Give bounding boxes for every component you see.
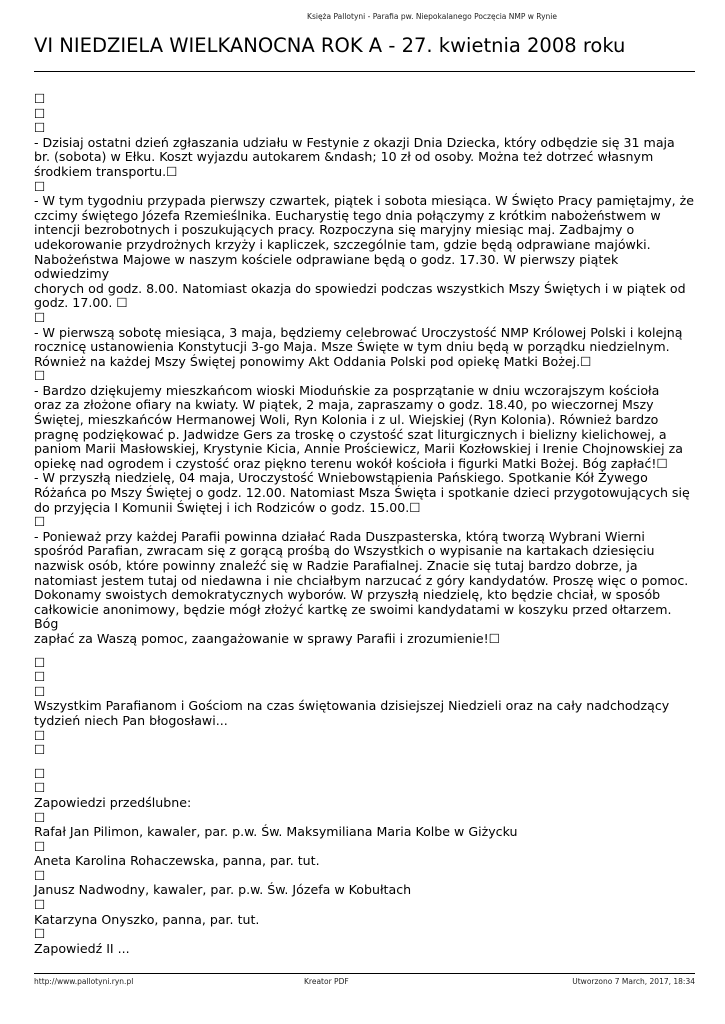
announcements-heading: Zapowiedzi przedślubne: [34, 794, 192, 810]
checkbox-glyph [34, 656, 696, 671]
checkbox-glyph [34, 92, 696, 107]
checkbox-glyph [34, 515, 696, 530]
checkbox-glyph [34, 743, 696, 758]
checkbox-glyph [34, 898, 696, 913]
announcement-entry: Janusz Nadwodny, kawaler, par. p.w. Św. Józefa w Kobułtach [34, 882, 412, 898]
checkbox-glyph [34, 685, 696, 700]
footer-created-date: Utworzono 7 March, 2017, 18:34 [572, 977, 695, 986]
footer-divider [34, 973, 695, 974]
announcement-paragraph: - Bardzo dziękujemy mieszkańcom wioski Mioduńskie za posprzątanie w dniu wczorajszym kościoła oraz za złożone ofiary na kwiaty. W piątek, 2 maja, zapraszamy o godz. 18.40, po wieczornej Mszy Świętej, mieszkańców Hermanowej Woli, Ryn Kolonia i z ul. Wiejskiej (Ryn Kolonia). Również bardzo pragnę podziękować p. Jadwidze Gers za troskę o czystość szat liturgicznych i bielizny kielichowej, a paniom Marii Masłowskiej, Krystynie Kicia, Annie Prościewicz, Marii Kozłowskiej i Irenie Chojnowskiej za opiekę nad ogrodem i czystość oraz piękno terenu wokół kościoła i figurki Matki Bożej. Bóg zapłać!☐ [34, 382, 684, 471]
checkbox-glyph [34, 670, 696, 685]
checkbox-glyph [34, 840, 696, 855]
announcement-paragraph: - Ponieważ przy każdej Parafii powinna działać Rada Duszpasterska, którą tworzą Wybrani Wierni spośród Parafian, zwracam się z gorącą prośbą do Wszystkich o wypisanie na kartakach dziesięciu nazwisk osób, które powinny znaleźć się w Radzie Parafialnej. Znacie się tutaj bardzo dobrze, ja natomiast jestem tutaj od niedawna i nie chciałbym narzucać z góry kandydatów. Proszę więc o pomoc. Dokonamy swoistych demokratycznych wyborów. W przyszłą niedzielę, kto będzie chciał, w sposób całkowicie anonimowy, będzie mógł złożyć kartkę ze swoimi kandydatami w koszyku przed ołtarzem. Bóg zapłać za Waszą pomoc, zaangażowanie w sprawy Parafii i zrozumienie!☐ [34, 528, 689, 646]
announcement-paragraph: - W tym tygodniu przypada pierwszy czwartek, piątek i sobota miesiąca. W Święto Pracy pamiętajmy, że czcimy świętego Józefa Rzemieślnika. Eucharystię tego dnia połączymy z krótkim nabożeństwem w intencji bezrobotnych i poszukujących pracy. Rozpoczyna się maryjny miesiąc maj. Zadbajmy o udekorowanie przydrożnych krzyży i kapliczek, szczególnie tam, gdzie będą odprawiane majówki. Nabożeństwa Majowe w naszym kościele odprawiane będą o godz. 17.30. W pierwszy piątek odwiedzimy chorych od godz. 8.00. Natomiast okazja do spowiedzi podczas wszystkich Mszy Świętych i w piątek od godz. 17.00. ☐ [34, 193, 694, 311]
checkbox-glyph [34, 869, 696, 884]
checkbox-glyph [34, 311, 696, 326]
checkbox-glyph [34, 767, 696, 782]
footer-url-link[interactable]: http://www.pallotyni.ryn.pl [34, 977, 134, 986]
footer-generator: Kreator PDF [304, 977, 349, 986]
announcement-entry: Aneta Karolina Rohaczewska, panna, par. tut. [34, 853, 320, 869]
announcement-entry: Zapowiedź II ... [34, 940, 130, 956]
checkbox-glyph [34, 369, 696, 384]
announcement-entry: Katarzyna Onyszko, panna, par. tut. [34, 911, 260, 927]
checkbox-glyph [34, 107, 696, 122]
checkbox-glyph [34, 811, 696, 826]
page-header: Księża Pallotyni - Parafia pw. Niepokalanego Poczęcia NMP w Rynie [307, 12, 557, 21]
checkbox-glyph [34, 121, 696, 136]
page-title: VI NIEDZIELA WIELKANOCNA ROK A - 27. kwietnia 2008 roku [34, 34, 626, 57]
announcement-body [34, 92, 696, 956]
blessing-paragraph: Wszystkim Parafianom i Gościom na czas świętowania dzisiejszej Niedzieli oraz na cały nadchodzący tydzień niech Pan błogosławi... [34, 698, 670, 728]
checkbox-glyph [34, 781, 696, 796]
announcement-paragraph: - Dzisiaj ostatni dzień zgłaszania udziału w Festynie z okazji Dnia Dziecka, który odbędzie się 31 maja br. (sobota) w Ełku. Koszt wyjazdu autokarem &ndash; 10 zł od osoby. Można też dotrzeć własnym środkiem transportu.☐ [34, 134, 675, 179]
checkbox-glyph [34, 180, 696, 195]
checkbox-glyph [34, 927, 696, 942]
checkbox-glyph [34, 729, 696, 744]
announcement-entry: Rafał Jan Pilimon, kawaler, par. p.w. Św. Maksymiliana Maria Kolbe w Giżycku [34, 824, 518, 840]
announcement-paragraph: - W pierwszą sobotę miesiąca, 3 maja, będziemy celebrować Uroczystość NMP Królowej Polski i kolejną rocznicę ustanowienia Konstytucji 3-go Maja. Msze Święte w tym dniu będą w porządku niedzielnym. Również na każdej Mszy Świętej ponowimy Akt Oddania Polski pod opiekę Matki Bożej.☐ [34, 324, 683, 369]
title-underline [34, 71, 695, 72]
announcement-paragraph: - W przyszłą niedzielę, 04 maja, Uroczystość Wniebowstąpienia Pańskiego. Spotkanie Kół Żywego Różańca po Mszy Świętej o godz. 12.00. Natomiast Msza Święta i spotkanie dzieci przygotowujących się do przyjęcia I Komunii Świętej i ich Rodziców o godz. 15.00.☐ [34, 470, 690, 515]
